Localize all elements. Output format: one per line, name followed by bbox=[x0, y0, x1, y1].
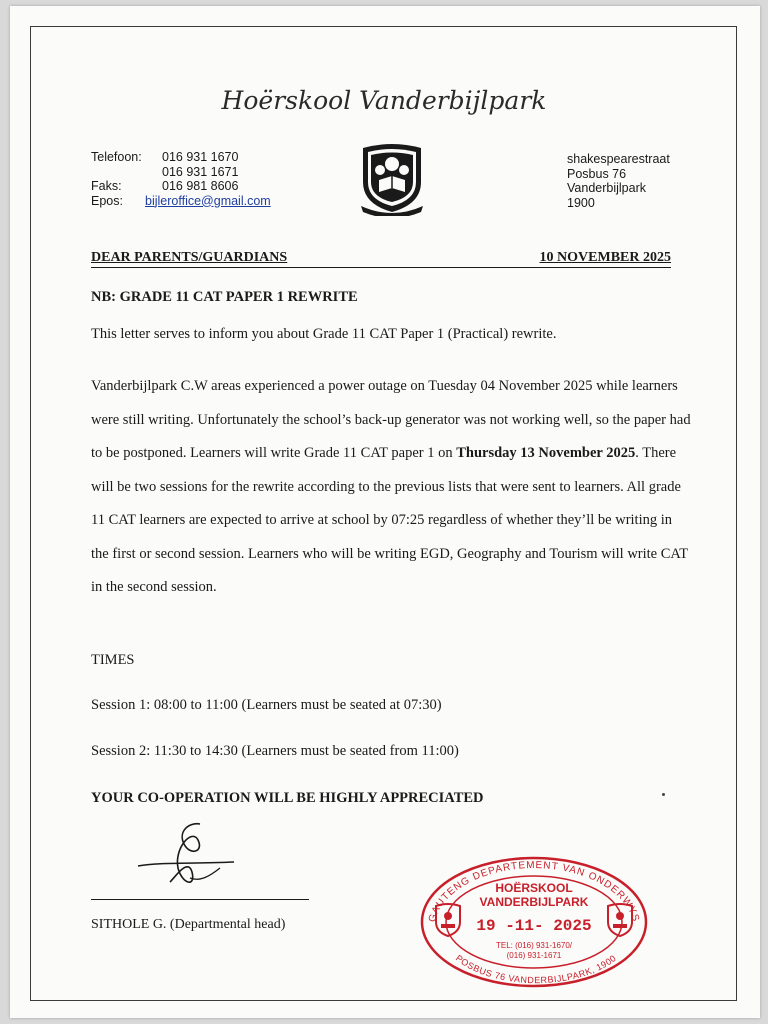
phone-row-2 bbox=[91, 165, 271, 180]
body-text-bold-date: Thursday 13 November 2025 bbox=[456, 445, 636, 461]
fax-label: Faks: bbox=[91, 179, 122, 193]
address-line-1: shakespearestraat bbox=[567, 152, 670, 166]
stamp-tel-2: (016) 931-1671 bbox=[506, 951, 562, 960]
salutation-line bbox=[91, 250, 671, 268]
intro-paragraph: This letter serves to inform you about Grade 11 CAT Paper 1 (Practical) rewrite. bbox=[91, 326, 557, 342]
fax-number: 016 981 8606 bbox=[162, 179, 239, 193]
stamp-ring-text: GAUTENG DEPARTEMENT VAN ONDERWYS bbox=[426, 859, 642, 924]
body-text-end: . There will be two sessions for the rewrite according to the previous lists that were sent to learners. All grade 11 CAT learners are expected to arrive at school by 07:25 regardless of whether they’ll be writing in the first or second session. Learners who will be writing EGD, Geography and Tourism will write CAT in the second session. bbox=[91, 445, 688, 595]
session-2: Session 2: 11:30 to 14:30 (Learners must be seated from 11:00) bbox=[91, 743, 459, 759]
body-paragraph bbox=[91, 370, 691, 605]
stamp-school: HOËRSKOOL bbox=[495, 881, 573, 895]
phone-label: Telefoon: bbox=[91, 150, 142, 164]
subject-line: NB: GRADE 11 CAT PAPER 1 REWRITE bbox=[91, 289, 358, 305]
phone-row-1 bbox=[91, 150, 271, 165]
stamp-bottom-text: POSBUS 76 VANDERBIJLPARK, 1900 bbox=[453, 952, 619, 986]
times-heading: TIMES bbox=[91, 652, 135, 668]
stamp-town: VANDERBIJLPARK bbox=[479, 895, 589, 909]
ink-speck bbox=[662, 793, 665, 796]
contact-block bbox=[91, 150, 271, 208]
phone-number-2: 016 931 1671 bbox=[162, 164, 239, 179]
address-block bbox=[567, 152, 670, 210]
signature-line bbox=[91, 899, 309, 900]
email-link[interactable]: bijleroffice@gmail.com bbox=[145, 193, 271, 208]
phone-number-1: 016 931 1670 bbox=[162, 150, 239, 164]
signatory-name: SITHOLE G. (Departmental head) bbox=[91, 917, 286, 932]
school-crest-icon bbox=[357, 142, 427, 216]
fax-row bbox=[91, 179, 271, 194]
address-line-4: 1900 bbox=[567, 195, 595, 210]
closing-line: YOUR CO-OPERATION WILL BE HIGHLY APPRECIATED bbox=[91, 790, 484, 806]
stamp-tel: TEL: (016) 931-1670/ bbox=[495, 941, 573, 950]
address-line-3: Vanderbijlpark bbox=[567, 181, 646, 195]
email-label: Epos: bbox=[91, 193, 123, 208]
school-name: Hoërskool Vanderbijlpark bbox=[221, 86, 547, 115]
email-row bbox=[91, 194, 271, 209]
school-stamp bbox=[414, 850, 654, 990]
stamp-date: 19 -11- 2025 bbox=[476, 917, 592, 935]
session-1: Session 1: 08:00 to 11:00 (Learners must be seated at 07:30) bbox=[91, 697, 442, 713]
body-text-start: Vanderbijlpark C.W areas experienced a power outage on Tuesday 04 November 2025 while learners were still writing. Unfortunately the school’s back-up generator was not working well, so the paper had to be postponed. Learners will write Grade 11 CAT paper 1 on bbox=[91, 378, 691, 461]
handwritten-signature bbox=[130, 818, 250, 898]
address-line-2: Posbus 76 bbox=[567, 166, 627, 181]
phone-label-2 bbox=[91, 165, 162, 180]
salutation: DEAR PARENTS/GUARDIANS bbox=[91, 250, 288, 265]
letter-date: 10 NOVEMBER 2025 bbox=[539, 250, 671, 265]
